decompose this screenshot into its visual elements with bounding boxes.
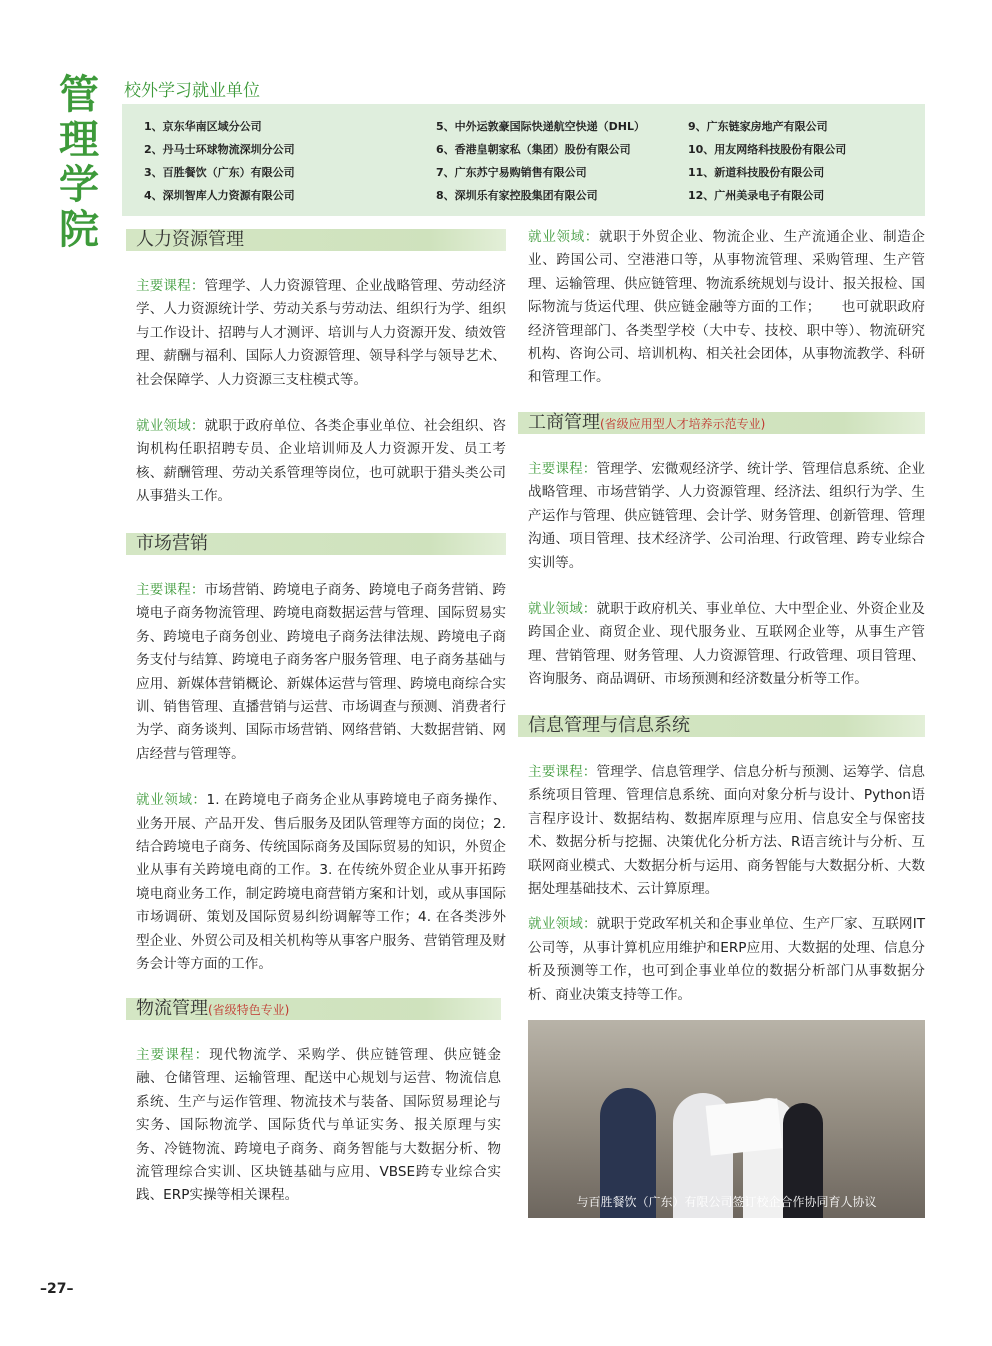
unit-item: 10、用友网络科技股份有限公司 [688, 143, 847, 156]
career-paragraph [136, 789, 506, 976]
unit-item: 2、丹马士环球物流深圳分公司 [144, 143, 295, 156]
career-text: 1. 在跨境电子商务企业从事跨境电子商务操作、业务开展、产品开发、售后服务及团队管理等方面的岗位；2. 结合跨境电子商务、传统国际商务及国际贸易的知识，外贸企业从事有关跨境电商的工作。3. 在传统外贸企业从事开拓跨境电商业务工作，制定跨境电商营销方案和计划，或从事国际市场调研、策划及国际贸易纠纷调解等工作；4. 在各类涉外型企业、外贸公司及相关机构等从事客户服务、营销管理及财务会计等方面的工作。 [136, 792, 506, 973]
unit-item: 6、香港皇朝家私（集团）股份有限公司 [436, 143, 631, 156]
page-number: –27– [40, 1281, 74, 1297]
section-title: 工商管理 [528, 412, 600, 433]
career-paragraph [136, 415, 506, 509]
agreement-plaque [706, 1098, 783, 1155]
courses-paragraph [528, 761, 925, 901]
courses-text: 现代物流学、采购学、供应链管理、供应链金融、仓储管理、运输管理、配送中心规划与运营、物流信息系统、生产与运作管理、物流技术与装备、国际贸易理论与实务、国际物流学、国际货代与单证实务、报关原理与实务、冷链物流、跨境电子商务、商务智能与大数据分析、物流管理综合实训、区块链基础与应用、VBSE跨专业综合实践、ERP实操等相关课程。 [136, 1047, 502, 1204]
unit-item: 3、百胜餐饮（广东）有限公司 [144, 166, 295, 179]
units-title: 校外学习就业单位 [124, 81, 260, 101]
courses-label: 主要课程： [136, 278, 205, 294]
photo-caption: 与百胜餐饮（广东）有限公司签订校企合作协同育人协议 [576, 1195, 877, 1209]
courses-paragraph [136, 275, 506, 392]
career-label: 就业领域： [528, 601, 597, 618]
school-title: 管理学院 [59, 71, 99, 253]
courses-text: 市场营销、跨境电子商务、跨境电子商务营销、跨境电子商务物流管理、跨境电商数据运营与管理、国际贸易实务、跨境电子商务创业、跨境电子商务法律法规、跨境电子商务支付与结算、跨境电子商务客户服务管理、电子商务基础与应用、新媒体营销概论、新媒体运营与管理、跨境电商综合实训、销售管理、直播营销与运营、市场调查与预测、消费者行为学、商务谈判、国际市场营销、网络营销、大数据营销、网店经营与管理等。 [136, 582, 507, 762]
section-heading [518, 715, 925, 737]
section-logistics [126, 998, 501, 1208]
section-title: 市场营销 [136, 533, 208, 554]
career-text: 就职于外贸企业、物流企业、生产流通企业、制造企业、跨国公司、空港港口等，从事物流管理、采购管理、生产管理、运输管理、供应链管理、物流系统规划与设计、报关报检、国际物流与货运代理、供应链金融等方面的工作； 也可就职政府经济管理部门、各类型学校（大中专、技校、职中等）、物流研究机构、咨询公司、培训机构、相关社会团体，从事物流教学、科研和管理工作。 [528, 229, 926, 386]
unit-item: 7、广东苏宁易购销售有限公司 [436, 166, 587, 179]
section-heading [518, 412, 925, 434]
section-title: 信息管理与信息系统 [528, 715, 690, 736]
career-label: 就业领域： [136, 792, 207, 809]
section-tag: (省级特色专业) [208, 1003, 290, 1017]
section-title: 人力资源管理 [136, 229, 244, 250]
unit-item: 12、广州美录电子有限公司 [688, 189, 825, 202]
section-tag: (省级应用型人才培养示范专业) [600, 417, 766, 431]
unit-item: 9、广东链家房地产有限公司 [688, 120, 828, 133]
unit-item: 5、中外运敦豪国际快递航空快递（DHL） [436, 120, 645, 133]
courses-label: 主要课程： [136, 582, 205, 598]
career-label: 就业领域： [136, 418, 205, 435]
career-paragraph [528, 598, 925, 692]
career-text: 就职于政府机关、事业单位、大中型企业、外资企业及跨国企业、商贸企业、现代服务业、互联网企业等，从事生产管理、营销管理、财务管理、人力资源管理、行政管理、项目管理、咨询服务、商品调研、市场预测和经济数量分析等工作。 [528, 601, 926, 688]
career-paragraph [528, 913, 925, 1007]
section-hr [126, 229, 506, 509]
career-text: 就职于政府单位、各类企事业单位、社会组织、咨询机构任职招聘专员、企业培训师及人力资源开发、员工考核、薪酬管理、劳动关系管理等岗位，也可就职于猎头类公司从事猎头工作。 [136, 418, 507, 505]
section-heading [126, 998, 501, 1020]
courses-text: 管理学、信息管理学、信息分析与预测、运筹学、信息系统项目管理、管理信息系统、面向对象分析与设计、Python语言程序设计、数据结构、数据库原理与应用、信息安全与保密技术、数据分析与挖掘、决策优化分析方法、R语言统计与分析、互联网商业模式、大数据分析与运用、商务智能与大数据分析、大数据处理基础技术、云计算原理。 [528, 764, 926, 898]
courses-label: 主要课程： [528, 764, 597, 780]
courses-paragraph [528, 458, 925, 575]
section-info [518, 715, 925, 1007]
courses-text: 管理学、人力资源管理、企业战略管理、劳动经济学、人力资源统计学、劳动关系与劳动法、组织行为学、组织与工作设计、招聘与人才测评、培训与人力资源开发、绩效管理、薪酬与福利、国际人力资源管理、领导科学与领导艺术、社会保障学、人力资源三支柱模式等。 [136, 278, 507, 388]
signing-photo [528, 1020, 925, 1218]
section-business [518, 412, 925, 692]
section-heading [126, 533, 506, 555]
unit-item: 8、深圳乐有家控股集团有限公司 [436, 189, 598, 202]
career-paragraph [528, 226, 925, 390]
unit-item: 11、新道科技股份有限公司 [688, 166, 825, 179]
section-title: 物流管理 [136, 998, 208, 1019]
courses-text: 管理学、宏微观经济学、统计学、管理信息系统、企业战略管理、市场营销学、人力资源管理、经济法、组织行为学、生产运作与管理、供应链管理、会计学、财务管理、创新管理、管理沟通、项目管理、技术经济学、公司治理、行政管理、跨专业综合实训等。 [528, 461, 926, 571]
courses-paragraph [136, 579, 506, 766]
courses-paragraph [136, 1044, 501, 1208]
career-text: 就职于党政军机关和企事业单位、生产厂家、互联网IT公司等，从事计算机应用维护和ERP应用、大数据的处理、信息分析及预测等工作，也可到企事业单位的数据分析部门从事数据分析、商业决策支持等工作。 [528, 916, 926, 1003]
career-label: 就业领域： [528, 916, 597, 933]
units-list [122, 104, 925, 216]
unit-item: 1、京东华南区域分公司 [144, 120, 262, 133]
section-marketing [126, 533, 506, 977]
section-heading [126, 229, 506, 251]
career-label: 就业领域： [528, 229, 600, 245]
courses-label: 主要课程： [136, 1047, 210, 1063]
section-logistics-career [528, 226, 925, 390]
courses-label: 主要课程： [528, 461, 597, 477]
unit-item: 4、深圳智库人力资源有限公司 [144, 189, 295, 202]
